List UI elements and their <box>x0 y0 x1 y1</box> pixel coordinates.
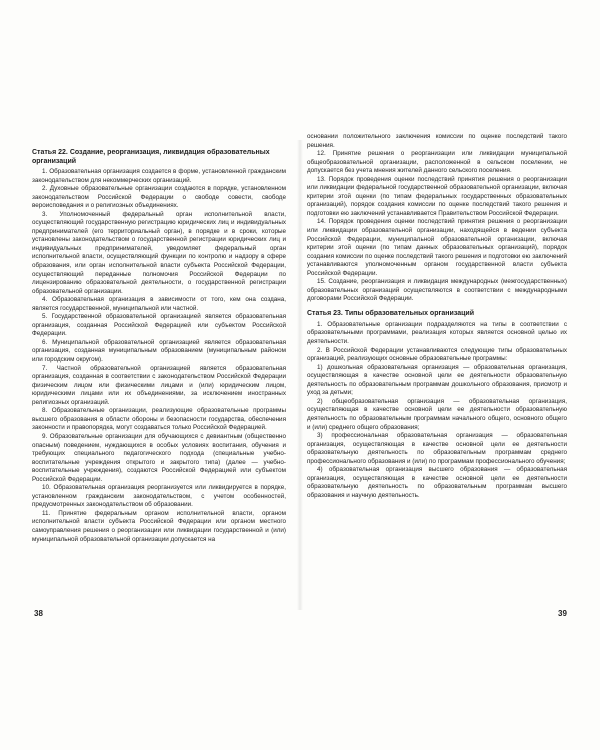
article-22-paragraph: 14. Порядок проведения оценки последствий принятия решения о реорганизации или ликвидации образовательной организации, находящейся в ведении субъекта Российской Федерации, муниципальной образовательной организации, включая критерии этой оценки (по типам данных образовательных организаций), порядок создания комиссии по оценке последствий такого решения и подготовки ею заключений устанавливаются уполномоченным органом государственной власти субъекта Российской Федерации. <box>307 218 567 277</box>
article-22-paragraph: 2. Духовные образовательные организации создаются в порядке, установленном законодательством Российской Федерации о свободе совести, свободе вероисповедания и о религиозных объединениях. <box>32 185 286 210</box>
article-22-paragraph: 11. Принятие федеральным органом исполнительной власти, органом исполнительной власти субъекта Российской Федерации или органом местного самоуправления решения о реорганизации или ликвидации государственной и (или) муниципальной образовательной организации допускается на <box>32 509 286 543</box>
article-22-paragraph: 3. Уполномоченный федеральный орган исполнительной власти, осуществляющий государственную регистрацию юридических лиц и индивидуальных предпринимателей (его территориальный орган), в порядке и в сроки, которые установлены законодательством о государственной регистрации юридических лиц и индивидуальных предпринимателей, уведомляет федеральный орган исполнительной власти, осуществляющий функции по контролю и надзору в сфере образования, или орган исполнительной власти субъекта Российской Федерации, осуществляющий переданные полномочия Российской Федерации по лицензированию образовательной деятельности, о государственной регистрации образовательной организации. <box>32 210 286 295</box>
article-22-paragraph: 7. Частной образовательной организацией является образовательная организация, созданная в соответствии с законодательством Российской Федерации физическим лицом или физическими лицами и (или) юридическим лицом, юридическими лицами или их объединениями, за исключением иностранных религиозных организаций. <box>32 364 286 406</box>
page-number-right: 39 <box>558 609 567 618</box>
article-23-paragraph: 1. Образовательные организации подразделяются на типы в соответствии с образовательными программами, реализация которых является основной целью их деятельности. <box>307 320 567 346</box>
page-number-left: 38 <box>34 609 43 618</box>
right-page-text <box>307 133 567 618</box>
article-23-list-item: 1) дошкольная образовательная организация — образовательная организация, осуществляющая в качестве основной цели ее деятельности образовательную деятельность по образовательным программам дошкольного образования, присмотр и уход за детьми; <box>307 363 567 397</box>
article-23-list-item: 2) общеобразовательная организация — образовательная организация, осуществляющая в качестве основной цели ее деятельности образовательную деятельность по образовательным программам начального общего, основного общего и (или) среднего общего образования; <box>307 397 567 431</box>
book-gutter <box>297 140 303 610</box>
article-22-paragraph: 10. Образовательная организация реорганизуется или ликвидируется в порядке, установленном гражданским законодательством, с учетом особенностей, предусмотренных законодательством об образовании. <box>32 484 286 509</box>
article-23-paragraph: 2. В Российской Федерации устанавливаются следующие типы образовательных организаций, реализующих основные образовательные программы: <box>307 346 567 363</box>
article-22-paragraph: 12. Принятие решения о реорганизации или ликвидации муниципальной общеобразовательной организации, расположенной в сельском поселении, не допускается без учета мнения жителей данного сельского поселения. <box>307 150 567 175</box>
article-23-list-item: 3) профессиональная образовательная организация — образовательная организация, осуществляющая в качестве основной цели ее деятельности образовательную деятельность по образовательным программам среднего профессионального образования и (или) по программам профессионального обучения; <box>307 432 567 465</box>
article-22-paragraph: 5. Государственной образовательной организацией является образовательная организация, созданная Российской Федерацией или субъектом Российской Федерации. <box>32 313 286 338</box>
article-22-heading: Статья 22. Создание, реорганизация, ликвидация образовательных организаций <box>32 149 270 165</box>
article-22-paragraph: 15. Создание, реорганизация и ликвидация международных (межгосударственных) образовательных организаций осуществляются в соответствии с международными договорами Российской Федерации. <box>307 278 567 303</box>
left-page-text <box>32 148 286 618</box>
article-22-paragraph: 1. Образовательная организация создается в форме, установленной гражданским законодательством для некоммерческих организаций. <box>32 168 286 184</box>
article-22-paragraph: 9. Образовательные организации для обучающихся с девиантным (общественно опасным) поведением, нуждающихся в особых условиях воспитания, обучения и требующих специального педагогического подхода (специальные учебно-воспитательные учреждения открытого и закрытого типа) (далее — учебно-воспитательные учреждения), создаются Российской Федерацией или субъектом Российской Федерации. <box>32 432 286 483</box>
article-22-paragraph: 8. Образовательные организации, реализующие образовательные программы высшего образования в области обороны и безопасности государства, обеспечения законности и правопорядка, могут создаваться только Российской Федерацией. <box>32 407 286 432</box>
article-22-paragraph: 6. Муниципальной образовательной организацией является образовательная организация, созданная муниципальным образованием (муниципальным районом или городским округом). <box>32 338 286 364</box>
article-22-paragraph: 4. Образовательная организация в зависимости от того, кем она создана, является государственной, муниципальной или частной. <box>32 296 286 312</box>
continuation-text: основании положительного заключения комиссии по оценке последствий такого решения. <box>307 133 567 149</box>
article-23-heading: Статья 23. Типы образовательных организаций <box>307 309 475 317</box>
article-22-paragraph: 13. Порядок проведения оценки последствий принятия решения о реорганизации или ликвидации федеральной государственной образовательной организации, включая критерии этой оценки (по типам федеральных государственных образовательных организаций), порядок создания комиссии по оценке последствий такого решения и подготовки ею заключений устанавливается Правительством Российской Федерации. <box>307 175 567 217</box>
article-23-list-item: 4) образовательная организация высшего образования — образовательная организация, осуществляющая в качестве основной цели ее деятельности образовательную деятельность по образовательным программам высшего образования и научную деятельность. <box>307 466 567 499</box>
